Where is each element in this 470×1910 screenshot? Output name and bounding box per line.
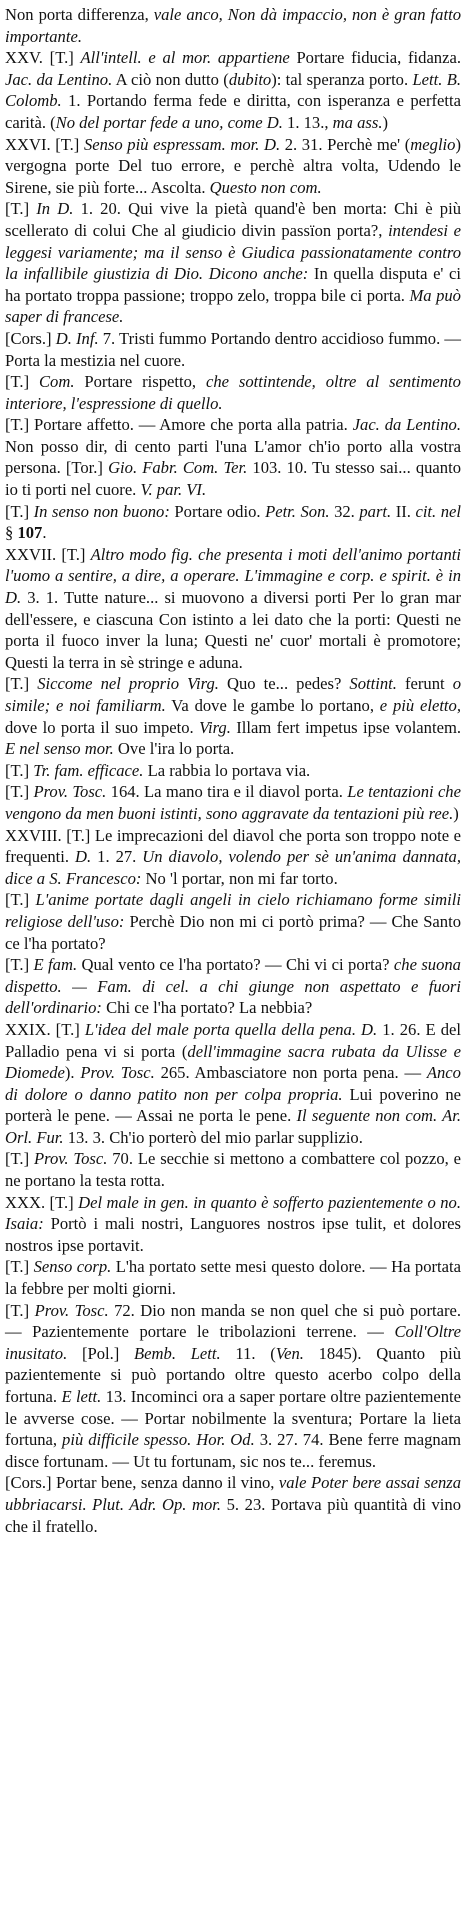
paragraph-portare-rispetto: [T.] Com. Portare rispetto, che sottintende, oltre al sentimento interiore, l'espressione di quello. — [5, 372, 461, 413]
paragraph-rabbia: [T.] Tr. fam. efficace. La rabbia lo portava via. — [5, 760, 311, 780]
paragraph-qual-vento: [T.] E fam. Qual vento ce l'ha portato? — Chi vi ci porta? che suona dispetto. — Fam. di cel. a chi giunge non aspettato e fuori dell'ordinario: Chi ce l'ha portato? La nebbia? — [5, 955, 461, 1018]
paragraph-portare-odio: [T.] In senso non buono: Portare odio. Petr. Son. 32. part. II. cit. nel § 107. — [5, 501, 461, 543]
paragraph-prov-tosc-72: [T.] Prov. Tosc. 72. Dio non manda se non quel che si può portare. — Pazientemente portare le tribolazioni terrene. — Coll'Oltre inusitato. [Pol.] Bemb. Lett. 11. (Ven. 1845). Quanto più pazientemente si può portando oltre questo acerbo colpo della fortuna. E lett. 13. Incominci ora a saper portare oltre pazientemente le avverse cose. — Portar nobilmente la sventura; Portare la lieta fortuna, più difficile spesso. Hor. Od. 3. 27. 74. Bene ferre magnam disce fortunam. — Ut tu fortunam, sic nos te... feremus. — [5, 1300, 462, 1471]
paragraph-section-xxviii: XXVIII. [T.] Le imprecazioni del diavol che porta son troppo note e frequenti. D. 1. 27. Un diavolo, volendo per sè un'anima dannata, dice a S. Francesco: No 'l portar, non mi far torto. — [5, 825, 461, 888]
paragraph-portar-bene: [Cors.] Portar bene, senza danno il vino, vale Poter bere assai senza ubbriacarsi. Plut. Adr. Op. mor. 5. 23. Portava più quantità di vino che il fratello. — [5, 1473, 461, 1536]
paragraph-prov-tosc-164: [T.] Prov. Tosc. 164. La mano tira e il diavol porta. Le tentazioni che vengono da men buoni istinti, sono aggravate da tentazioni più ree.) — [5, 782, 461, 823]
paragraph-section-xxix: XXIX. [T.] L'idea del male porta quella della pena. D. 1. 26. E del Palladio pena vi si porta (dell'immagine sacra rubata da Ulisse e Diomede). Prov. Tosc. 265. Ambasciatore non porta pena. — Anco di dolore o danno patito non per colpa propria. Lui poverino ne porterà le pene. — Assai ne porta le pene. Il seguente non com. Ar. Orl. Fur. 13. 3. Ch'io porterò del mio parlar supplizio. — [5, 1019, 461, 1147]
paragraph-anime-portate: [T.] L'anime portate dagli angeli in cielo richiamano forme simili religiose dell'uso: Perchè Dio non mi ci portò prima? — Che Santo ce l'ha portato? — [5, 890, 461, 953]
paragraph-portare-affetto: [T.] Portare affetto. — Amore che porta alla patria. Jac. da Lentino. Non posso dir, di cento parti l'una L'amor ch'io porto alla vostra persona. [Tor.] Gio. Fabr. Com. Ter. 103. 10. Tu stesso sai... quanto io ti porti nel cuore. V. par. VI. — [5, 415, 461, 500]
paragraph-dante-inferno-20: [T.] In D. 1. 20. Qui vive la pietà quand'è ben morta: Chi è più scellerato di colui Che al giudicio divin passïon porta?, intendesi e leggesi variamente; ma il senso è Giudica passionatamente contro la infallibile giustizia di Dio. Dicono anche: In quella disputa e' ci ha portato troppa passione; troppo zelo, troppa bile ci porta. Ma può saper di francese. — [5, 199, 462, 327]
paragraph-section-xxvii: XXVII. [T.] Altro modo fig. che presenta i moti dell'animo portanti l'uomo a sentire, a dire, a operare. L'immagine e corp. e spirit. è in D. 3. 1. Tutte nature... si muovono a diversi porti Per lo gran mar dell'essere, e ciascuna Con istinto a lei dato che la porti: Questi ne porta il fuoco inver la luna; Questi ne' cuor' mortali è promotore; Questi la terra in sè stringe e aduna. — [5, 544, 461, 672]
paragraph-senso-corp: [T.] Senso corp. L'ha portato sette mesi questo dolore. — Ha portata la febbre per molti giorni. — [5, 1257, 461, 1299]
paragraph-section-xxvi: XXVI. [T.] Senso più espressam. mor. D. 2. 31. Perchè me' (meglio) vergogna porte Del tuo errore, e perchè altra volta, Udendo le Sirene, sie più forte... Ascolta. Questo non com. — [5, 134, 461, 197]
paragraph-section-xxx: XXX. [T.] Del male in gen. in quanto è sofferto pazientemente o no. Isaia: Portò i mali nostri, Languores nostros ipse tulit, et dolores nostros ipse portavit. — [5, 1192, 461, 1255]
paragraph-accidioso-fummo: [Cors.] D. Inf. 7. Tristi fummo Portando dentro accidioso fummo. — Porta la mestizia nel cuore. — [5, 328, 461, 370]
paragraph-section-xxv: XXV. [T.] All'intell. e al mor. appartiene Portare fiducia, fidanza. Jac. da Lentino. A ciò non dutto (dubito): tal speranza porto. Lett. B. Colomb. 1. Portando ferma fede e diritta, con isperanza e perfetta carità. (No del portar fede a uno, come D. 1. 13., ma ass.) — [5, 48, 462, 132]
paragraph-virgilio-pedes: [T.] Siccome nel proprio Virg. Quo te... pedes? Sottint. ferunt o simile; e noi familiarm. Va dove le gambe lo portano, e più eletto, dove lo porta il suo impeto. Virg. Illam fert impetus ipse volantem. E nel senso mor. Ove l'ira lo porta. — [5, 674, 461, 759]
paragraph-continuation: Non porta differenza, vale anco, Non dà impaccio, non è gran fatto importante. — [5, 5, 461, 46]
paragraph-prov-tosc-70: [T.] Prov. Tosc. 70. Le secchie si mettono a combattere col pozzo, e ne portano la testa rotta. — [5, 1149, 461, 1191]
